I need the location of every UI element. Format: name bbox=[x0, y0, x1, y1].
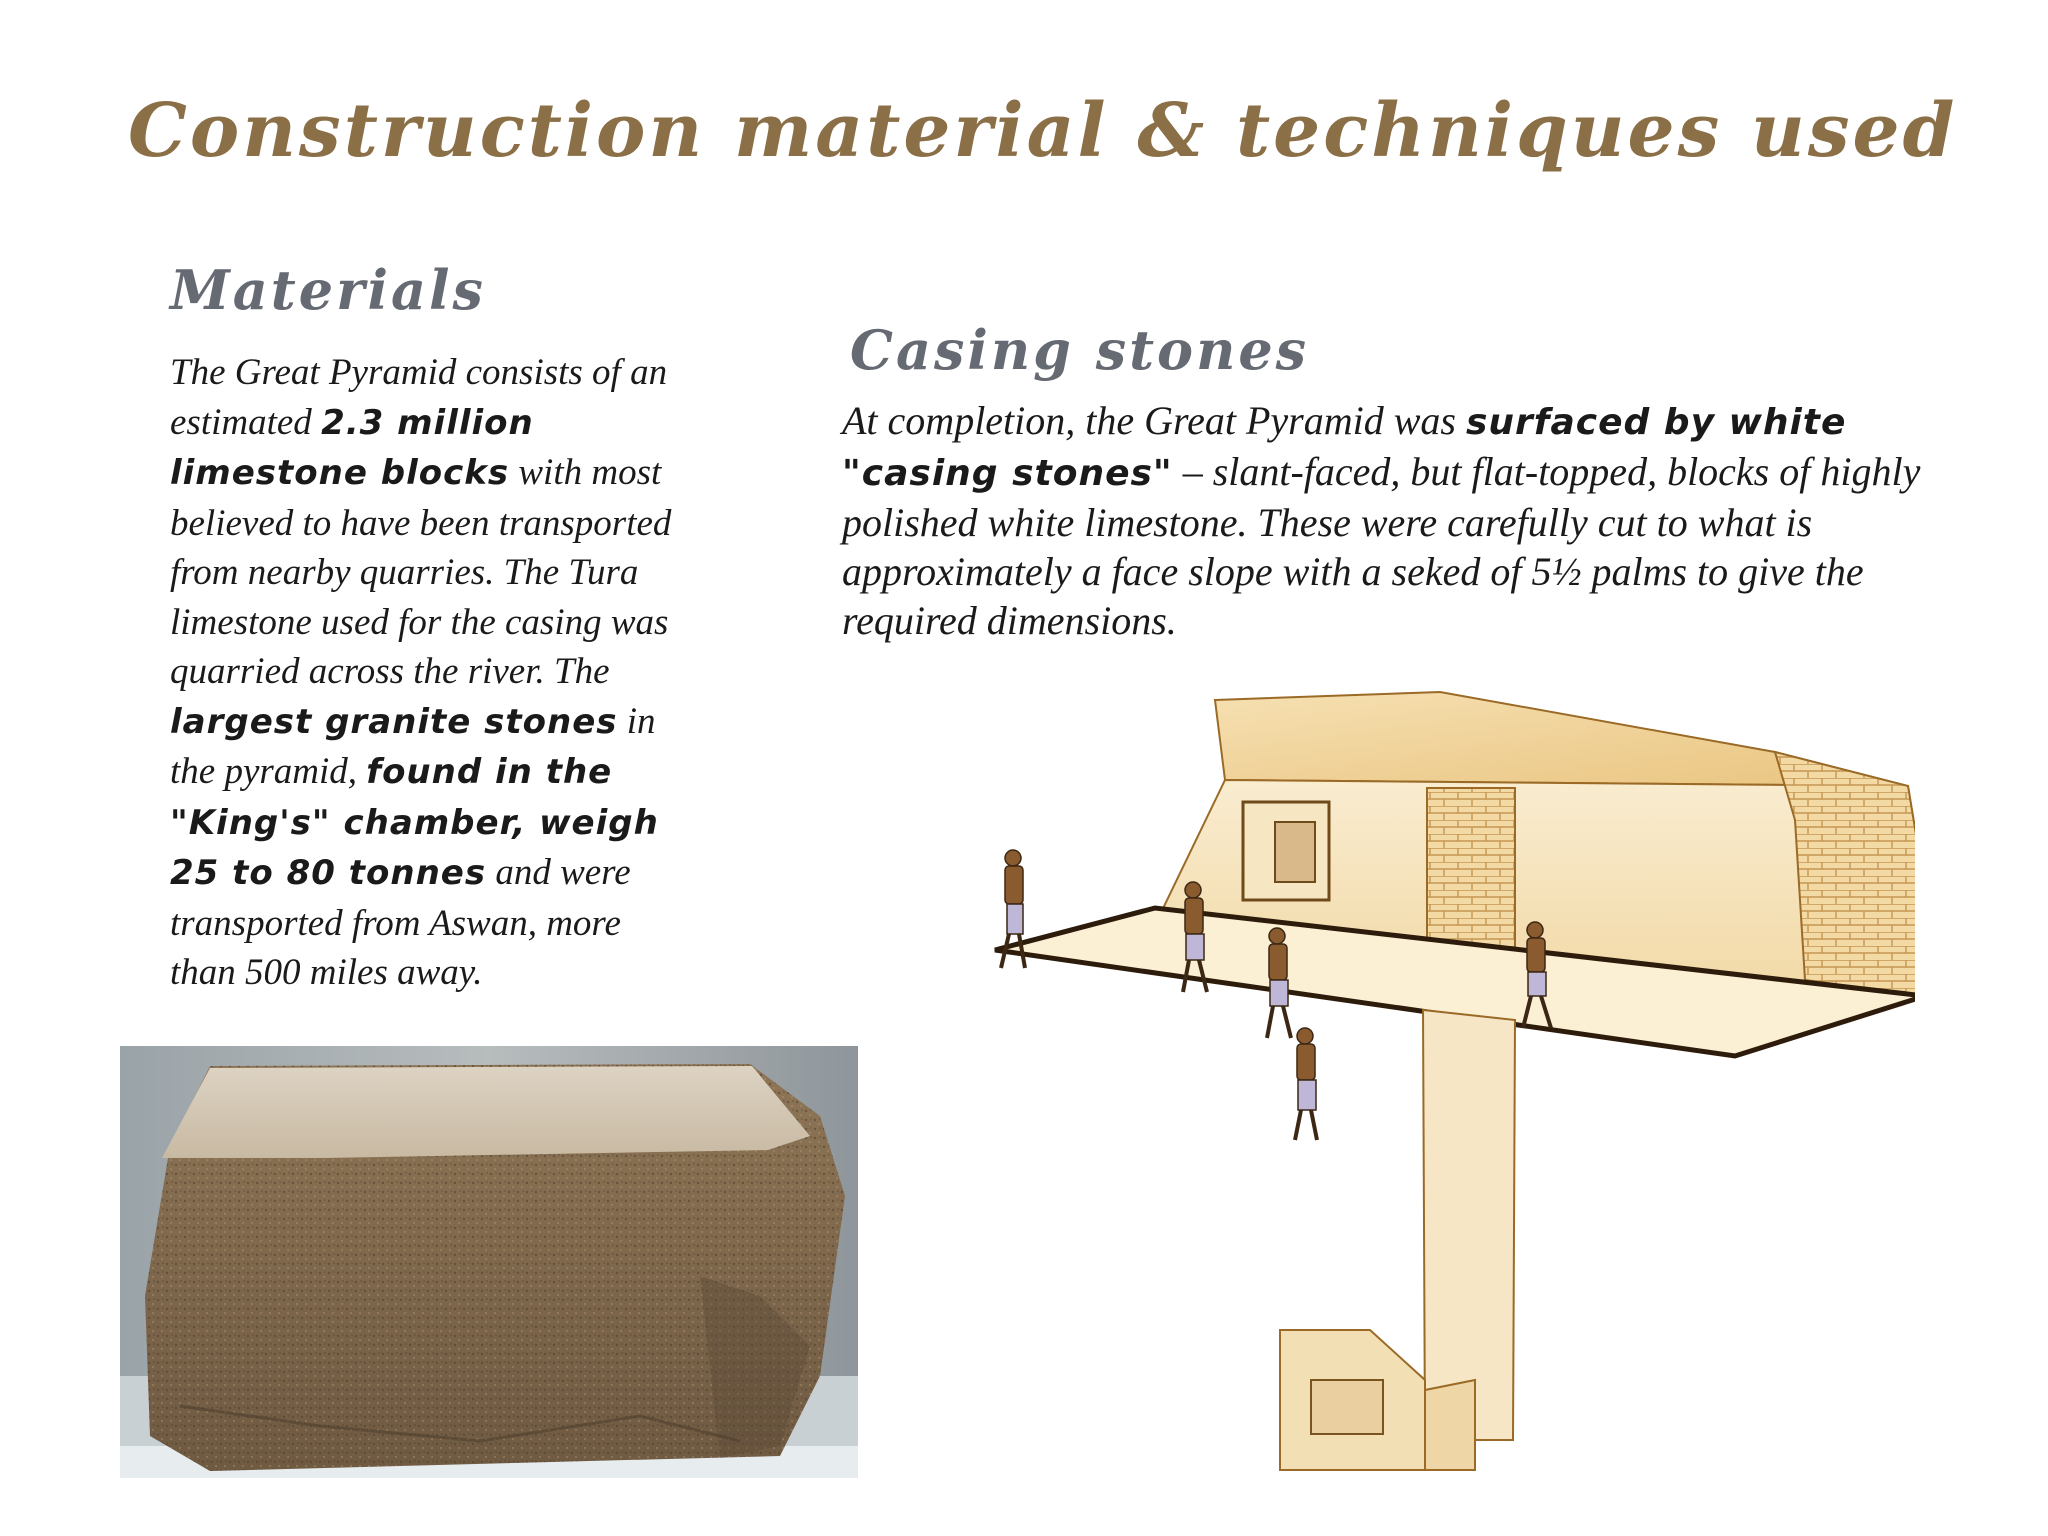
body-text-run: and were transported from Aswan, more than 500 miles away. bbox=[170, 852, 631, 993]
body-text-run: The Great Pyramid consists of an estimated bbox=[170, 352, 668, 443]
emphasis-text: found in the "King's" chamber, weigh 25 to 80 tonnes bbox=[170, 752, 659, 893]
materials-heading: Materials bbox=[170, 258, 486, 322]
granite-block-photo bbox=[120, 1046, 858, 1478]
materials-paragraph bbox=[170, 348, 690, 998]
casing-stone-illustration bbox=[975, 680, 1915, 1480]
casing-stones-heading: Casing stones bbox=[850, 318, 1310, 382]
emphasis-text: largest granite stones bbox=[170, 701, 618, 742]
body-text-run: At completion, the Great Pyramid was bbox=[842, 398, 1466, 443]
emphasis-text: surfaced by white "casing stones" bbox=[842, 402, 1847, 494]
casing-stones-paragraph bbox=[842, 396, 1972, 645]
body-text-run: with most believed to have been transported from nearby quarries. The Tura limestone used for the casing was quarried across the river. The bbox=[170, 452, 672, 692]
body-text-run: – slant-faced, but flat-topped, blocks of highly polished white limestone. These were carefully cut to what is approximately a face slope with a seked of 5½ palms to give the required dimensions. bbox=[842, 449, 1921, 643]
emphasis-text: 2.3 million limestone blocks bbox=[170, 402, 534, 493]
body-text-run: in the pyramid, bbox=[170, 700, 656, 792]
slide-title: Construction material & techniques used bbox=[128, 88, 1958, 174]
